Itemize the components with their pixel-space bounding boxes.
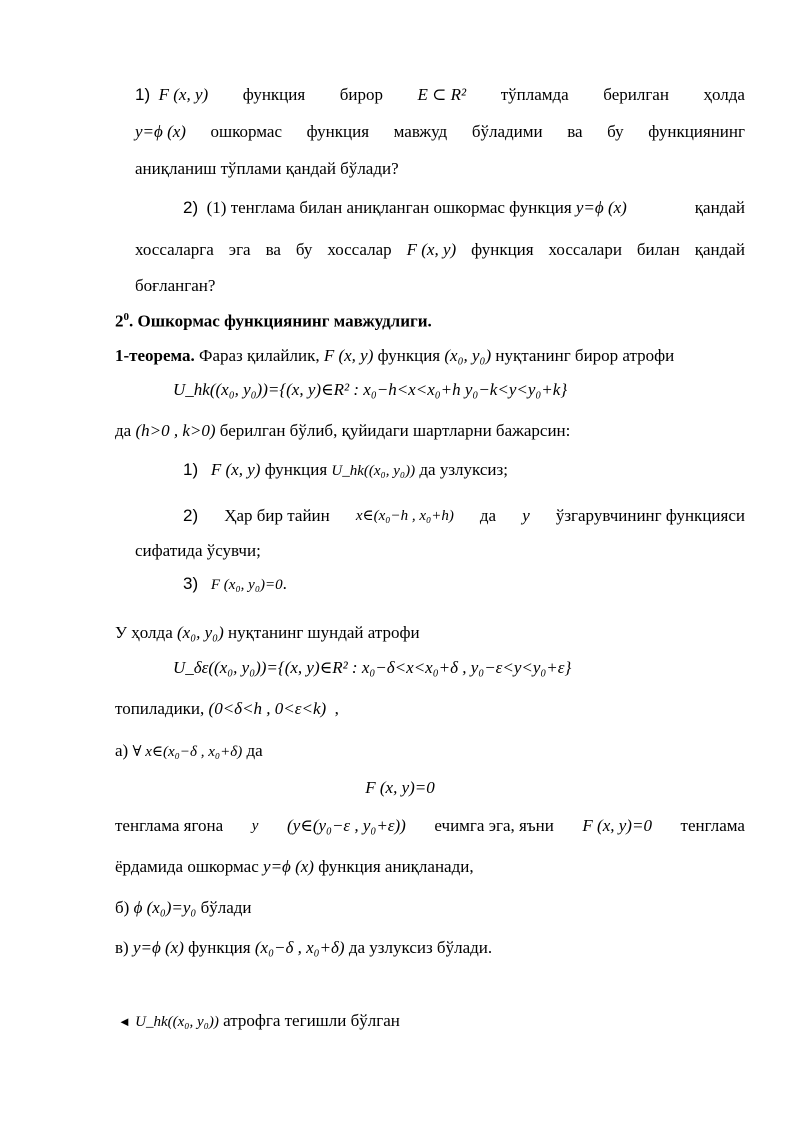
- question-1-line-3: аниқланиш тўплами қандай бўлади?: [135, 159, 399, 178]
- variable-y: y: [522, 506, 530, 525]
- conclusion-text: да узлуксиз бўлади.: [348, 938, 493, 957]
- point-x0-y0: (x₀, y₀): [444, 346, 492, 365]
- condition-2-line-1: [183, 505, 745, 527]
- theorem-text: Фараз қилайлик,: [199, 346, 320, 365]
- word: билан: [636, 240, 680, 259]
- function-F-xy: F (x, y): [210, 460, 261, 479]
- item-a: [115, 740, 263, 763]
- item-v: [115, 937, 492, 959]
- word: функция: [242, 85, 306, 104]
- function-F-xy: F (x, y): [323, 346, 374, 365]
- word: қандай: [694, 240, 745, 259]
- word: ошкормас: [210, 122, 282, 141]
- equation-F-xy-zero: F (x, y)=0: [582, 816, 652, 835]
- word: бу: [607, 122, 624, 141]
- condition-3: [183, 573, 287, 596]
- word: қандай: [694, 198, 745, 217]
- condition-1: [183, 459, 508, 482]
- condition-text: Ҳар бир тайин: [224, 506, 330, 525]
- conclusion-text: бўлади: [200, 898, 252, 917]
- theorem-text: функция: [377, 346, 441, 365]
- for-all-x-interval: ∀ x∈(x₀−δ , x₀+δ): [132, 744, 243, 760]
- condition-text: ўзгарувчининг функцияси: [555, 506, 745, 525]
- point-x0-y0: (x₀, y₀): [177, 623, 224, 642]
- conclusion-text: ёрдамида ошкормас: [115, 857, 259, 876]
- y-range: (y∈(y₀−ε , y₀+ε)): [287, 816, 406, 835]
- conclusion-text: топиладики,: [115, 699, 205, 718]
- explicit-function-line: [115, 856, 474, 878]
- theorem-line-1: [115, 345, 674, 367]
- section-superscript: 0: [123, 311, 129, 323]
- word: берилган: [603, 85, 669, 104]
- question-2-line-2: [135, 239, 745, 261]
- unique-solution-line: [115, 815, 745, 837]
- word: хоссаларга: [135, 240, 214, 259]
- theorem-line-3: [115, 420, 570, 442]
- neighborhood-U-hk-definition: U_hk((x₀, y₀))={(x, y)∈R² : x₀−h<x<x₀+h y₀−k<y<y₀+k}: [173, 380, 568, 399]
- variable-y: y: [251, 818, 259, 834]
- word: тенглама: [680, 816, 745, 835]
- neighborhood-U-hk: U_hk((x₀, y₀)): [135, 1014, 219, 1030]
- interval-x: x∈(x₀−h , x₀+h): [355, 508, 454, 524]
- word: эга: [228, 240, 251, 259]
- conclusion-text: функция аниқланади,: [318, 857, 474, 876]
- item-label: б): [115, 898, 130, 917]
- question-1-number: 1): [135, 85, 151, 104]
- found-condition: [115, 698, 339, 720]
- word: да: [115, 421, 132, 440]
- condition-text: да узлуксиз;: [419, 460, 508, 479]
- question-1-line-2: [135, 121, 745, 143]
- set-E-subset-R2: E ⊂ R²: [417, 85, 467, 104]
- word: мавжуд: [393, 122, 448, 141]
- implicit-function-y: y=ϕ (x): [263, 857, 314, 876]
- word: да: [246, 741, 263, 760]
- conclusion-text: У ҳолда: [115, 623, 173, 642]
- word: ва: [265, 240, 281, 259]
- item-b: [115, 897, 252, 919]
- interval-x: (x₀−δ , x₀+δ): [254, 938, 345, 957]
- section-heading: [115, 306, 432, 333]
- function-value-F-x0-y0: F (x₀, y₀)=0: [210, 577, 283, 593]
- section-title: . Ошкормас функциянинг мавжудлиги.: [129, 311, 432, 331]
- question-2-line-3: боғланган?: [135, 276, 216, 295]
- conclusion-intro: [115, 622, 420, 644]
- theorem-label: 1-теорема.: [115, 346, 195, 365]
- conclusion-text: нуқтанинг шундай атрофи: [227, 623, 420, 642]
- section-number: 2: [115, 311, 124, 331]
- function-F-xy: F (x, y): [158, 85, 209, 104]
- word: бу: [295, 240, 313, 259]
- implicit-function-y: y=ϕ (x): [135, 122, 186, 141]
- phi-x0-equals-y0: ϕ (x₀)=y₀: [133, 898, 197, 917]
- question-2-line-1: [183, 197, 745, 219]
- word: функция: [188, 938, 251, 957]
- punctuation: .: [282, 574, 287, 593]
- delta-epsilon-condition: (0<δ<h , 0<ε<k): [208, 699, 327, 718]
- function-F-xy: F (x, y): [406, 240, 457, 259]
- condition-number: 3): [183, 574, 199, 593]
- question-2-text: (1) тенглама билан аниқланган ошкормас функция: [206, 198, 572, 217]
- word: функция: [306, 122, 370, 141]
- h-k-condition: (h>0 , k>0): [135, 421, 216, 440]
- proof-start: [118, 1010, 400, 1033]
- question-1-line-1: [135, 84, 745, 106]
- word: хоссалар: [327, 240, 392, 259]
- condition-number: 1): [183, 460, 199, 479]
- punctuation: ,: [334, 699, 339, 718]
- theorem-text: нуқтанинг бирор атрофи: [495, 346, 675, 365]
- item-label: в): [115, 938, 129, 957]
- question-2-number: 2): [183, 198, 199, 217]
- item-label: а): [115, 741, 129, 760]
- condition-2-line-2: сифатида ўсувчи;: [135, 541, 261, 560]
- word: хоссалари: [548, 240, 622, 259]
- word: ва: [567, 122, 583, 141]
- equation-F-xy-zero: F (x, y)=0: [365, 778, 435, 797]
- implicit-function-y: y=ϕ (x): [132, 938, 184, 957]
- word: функциянинг: [648, 122, 745, 141]
- neighborhood-U-delta-eps-definition: U_δε((x₀, y₀))={(x, y)∈R² : x₀−δ<x<x₀+δ , y₀−ε<y<y₀+ε}: [173, 658, 572, 677]
- conclusion-text: ечимга эга, яъни: [434, 816, 554, 835]
- theorem-text: берилган бўлиб, қуйидаги шартларни бажарсин:: [219, 421, 571, 440]
- word: тўпламда: [500, 85, 569, 104]
- conclusion-text: тенглама ягона: [115, 816, 224, 835]
- word: ҳолда: [703, 85, 745, 104]
- word: функция: [471, 240, 534, 259]
- word: да: [479, 506, 497, 525]
- implicit-function-y: y=ϕ (x): [575, 198, 627, 217]
- neighborhood-U-hk: U_hk((x₀, y₀)): [331, 463, 416, 479]
- word: бўладими: [471, 122, 543, 141]
- proof-marker-triangle-icon: ◄: [118, 1014, 131, 1029]
- condition-text: функция: [264, 460, 328, 479]
- proof-text: атрофга тегишли бўлган: [223, 1011, 400, 1030]
- condition-number: 2): [183, 506, 199, 525]
- word: бирор: [339, 85, 383, 104]
